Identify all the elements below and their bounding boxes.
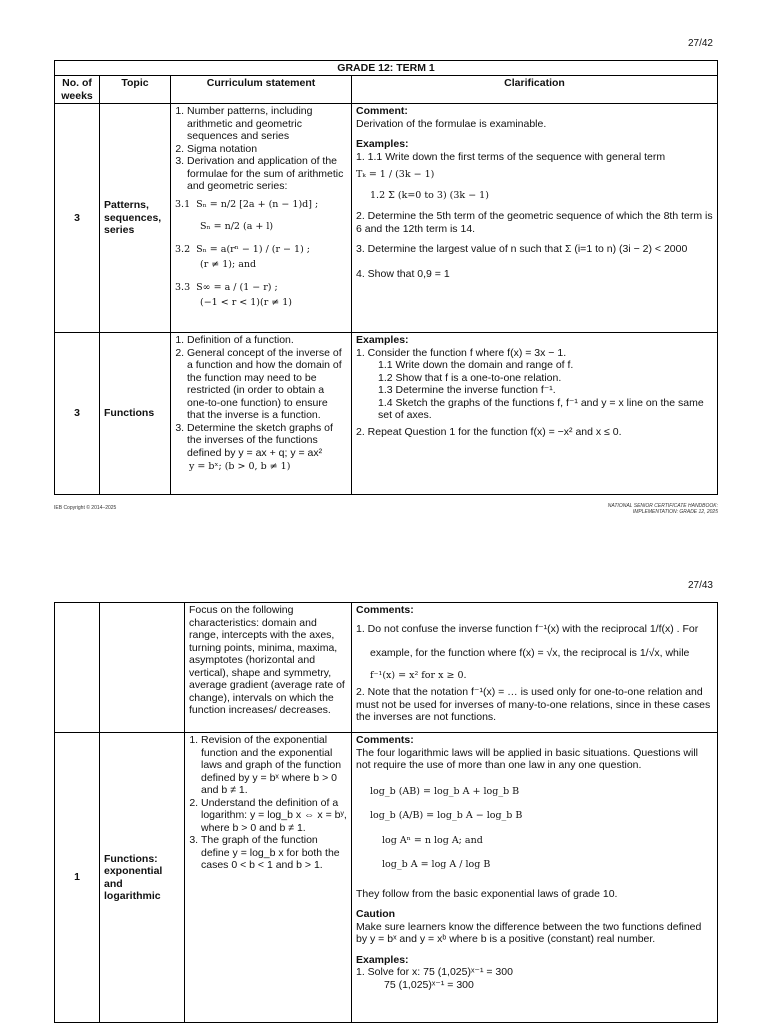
formula-condition: (r ≠ 1); and <box>200 259 257 270</box>
footer-copyright: IEB Copyright © 2014–2025 <box>54 505 117 511</box>
header-clarification: Clarification <box>352 76 718 104</box>
example-item: 4. Show that 0,9 = 1 <box>356 267 450 280</box>
curr-item: 2. General concept of the inverse of a function and how the domain of the function may need to be restricted (in order to obtain a one-to-one function) to ensure that the inverse is a function. <box>187 347 347 422</box>
topic-cell: Patterns, sequences, series <box>100 104 171 333</box>
weeks-cell: 3 <box>55 104 100 333</box>
example-formula: Tₖ = 1 / (3k − 1) <box>356 169 435 180</box>
caution-label: Caution <box>356 908 396 920</box>
curriculum-table-continued <box>54 602 718 1023</box>
formula-sum-arith-alt: Sₙ = n/2 (a + l) <box>200 221 274 232</box>
header-weeks: No. of weeks <box>55 76 100 104</box>
curriculum-table-term1 <box>54 60 718 495</box>
examples-label: Examples: <box>356 138 409 150</box>
caution-text: Make sure learners know the difference between the two functions defined by y = bˣ and y = xᵇ where b is a positive (constant) real number. <box>356 920 702 945</box>
formula-condition: (−1 < r < 1)(r ≠ 1) <box>200 297 292 308</box>
example-item: 1. Solve for x: 75 (1,025)ˣ⁻¹ = 300 <box>356 966 513 978</box>
page-number: 27/42 <box>687 38 713 49</box>
example-item: 1. 1.1 Write down the first terms of the sequence with general term <box>356 150 666 163</box>
curriculum-cell <box>171 104 352 333</box>
follow-text: They follow from the basic exponential laws of grade 10. <box>356 887 618 900</box>
weeks-cell: 3 <box>55 333 100 495</box>
example-item: 1. Consider the function f where f(x) = 3x − 1. <box>356 346 567 359</box>
log-law: log_b (AB) = log_b A + log_b B <box>370 785 520 797</box>
curr-item: 3. Determine the sketch graphs of the inverses of the functions defined by y = ax + q; y = ax² <box>187 422 347 460</box>
comment-item: f⁻¹(x) = x² for x ≥ 0. <box>370 669 467 681</box>
table-row <box>55 333 718 495</box>
curr-item: 1. Definition of a function. <box>187 334 347 347</box>
curr-item: 2. Sigma notation <box>187 143 347 156</box>
table-row <box>55 104 718 333</box>
formula-sum-arith: Sₙ = n/2 [2a + (n − 1)d] ; <box>196 198 319 210</box>
comment-label: Comment: <box>356 105 408 117</box>
example-subitem: 1.1 Write down the domain and range of f. <box>378 359 574 371</box>
formula-label: 3.3 <box>175 281 191 293</box>
topic-cell: Functions <box>100 333 171 495</box>
table-title: GRADE 12: TERM 1 <box>55 61 718 76</box>
formula-label: 3.2 <box>175 243 191 255</box>
curr-item: 2. Understand the definition of a logarithm: y = log_b x ⇔ x = bʸ, where b > 0 and b ≠ 1. <box>201 797 347 835</box>
comments-text: The four logarithmic laws will be applied in basic situations. Questions will not require the use of more than one law in any one question. <box>356 746 698 771</box>
curr-item: 1. Revision of the exponential function and the exponential laws and graph of the function defined by y = bˣ where b > 0 and b ≠ 1. <box>201 734 347 797</box>
comment-item: example, for the function where f(x) = √x, the reciprocal is 1/√x, while <box>370 647 690 659</box>
topic-cell: Functions: exponential and logarithmic <box>100 733 185 1023</box>
comments-label: Comments: <box>356 604 414 616</box>
log-law: log_b (A/B) = log_b A − log_b B <box>370 810 523 821</box>
clarification-cell <box>352 333 718 495</box>
example-subitem: 1.4 Sketch the graphs of the functions f, f⁻¹ and y = x line on the same set of axes. <box>378 396 704 421</box>
curriculum-cell <box>171 333 352 495</box>
footer-handbook: NATIONAL SENIOR CERTIFICATE HANDBOOK: <box>607 503 718 509</box>
example-item: 75 (1,025)ˣ⁻¹ = 300 <box>384 978 474 991</box>
log-law: log_b A = log A / log B <box>382 859 491 870</box>
example-item: 3. Determine the largest value of n such that Σ (i=1 to n) (3i − 2) < 2000 <box>356 243 688 255</box>
comment-item: 1. Do not confuse the inverse function f⁻¹(x) with the reciprocal 1/f(x) . For <box>356 622 699 635</box>
page-number: 27/43 <box>687 580 713 591</box>
table-row <box>55 603 718 733</box>
footer-implementation: IMPLEMENTATION: GRADE 12, 2025 <box>632 509 718 515</box>
clarification-cell <box>352 733 718 1023</box>
formula-label: 3.1 <box>175 198 191 210</box>
formula-sum-infinity: S∞ = a / (1 − r) ; <box>196 281 278 293</box>
examples-label: Examples: <box>356 334 409 346</box>
formula-sum-geo: Sₙ = a(rⁿ − 1) / (r − 1) ; <box>196 243 311 255</box>
example-subitem: 1.2 Show that f is a one-to-one relation. <box>378 371 562 384</box>
example-subitem: 1.3 Determine the inverse function f⁻¹. <box>378 384 556 396</box>
weeks-cell: 1 <box>55 733 100 1023</box>
curr-item: 3. Derivation and application of the formulae for the sum of arithmetic and geometric series: <box>187 155 347 193</box>
example-item: 2. Repeat Question 1 for the function f(x) = −x² and x ≤ 0. <box>356 425 622 438</box>
clarification-cell <box>352 603 718 733</box>
topic-cell <box>100 603 185 733</box>
header-curriculum: Curriculum statement <box>171 76 352 104</box>
weeks-cell <box>55 603 100 733</box>
curr-tail: y = bˣ; (b > 0, b ≠ 1) <box>189 461 291 472</box>
curriculum-cell: Focus on the following characteristics: domain and range, intercepts with the axes, turning points, minima, maxima, asymptotes (horizontal and vertical), shape and symmetry, average gradient (average rate of change), intervals on which the function increases/ decreases. <box>185 603 352 733</box>
comment-item: 2. Note that the notation f⁻¹(x) = … is used only for one-to-one relation and must not be used for inverses of many-to-one relations, since in these cases the inverses are not functions. <box>356 686 711 723</box>
table-row <box>55 733 718 1023</box>
example-item: 1.2 Σ (k=0 to 3) (3k − 1) <box>370 189 489 201</box>
curriculum-cell <box>185 733 352 1023</box>
curr-item: 1. Number patterns, including arithmetic and geometric sequences and series <box>187 105 347 143</box>
comment-text: Derivation of the formulae is examinable. <box>356 117 547 130</box>
example-item: 2. Determine the 5th term of the geometric sequence of which the 8th term is 6 and the 12th term is 14. <box>356 210 713 235</box>
clarification-cell <box>352 104 718 333</box>
curr-item: 3. The graph of the function define y = log_b x for both the cases 0 < b < 1 and b > 1. <box>201 834 347 872</box>
header-topic: Topic <box>100 76 171 104</box>
comments-label: Comments: <box>356 734 414 746</box>
log-law: log Aⁿ = n log A; and <box>382 834 483 846</box>
examples-label: Examples: <box>356 953 409 966</box>
